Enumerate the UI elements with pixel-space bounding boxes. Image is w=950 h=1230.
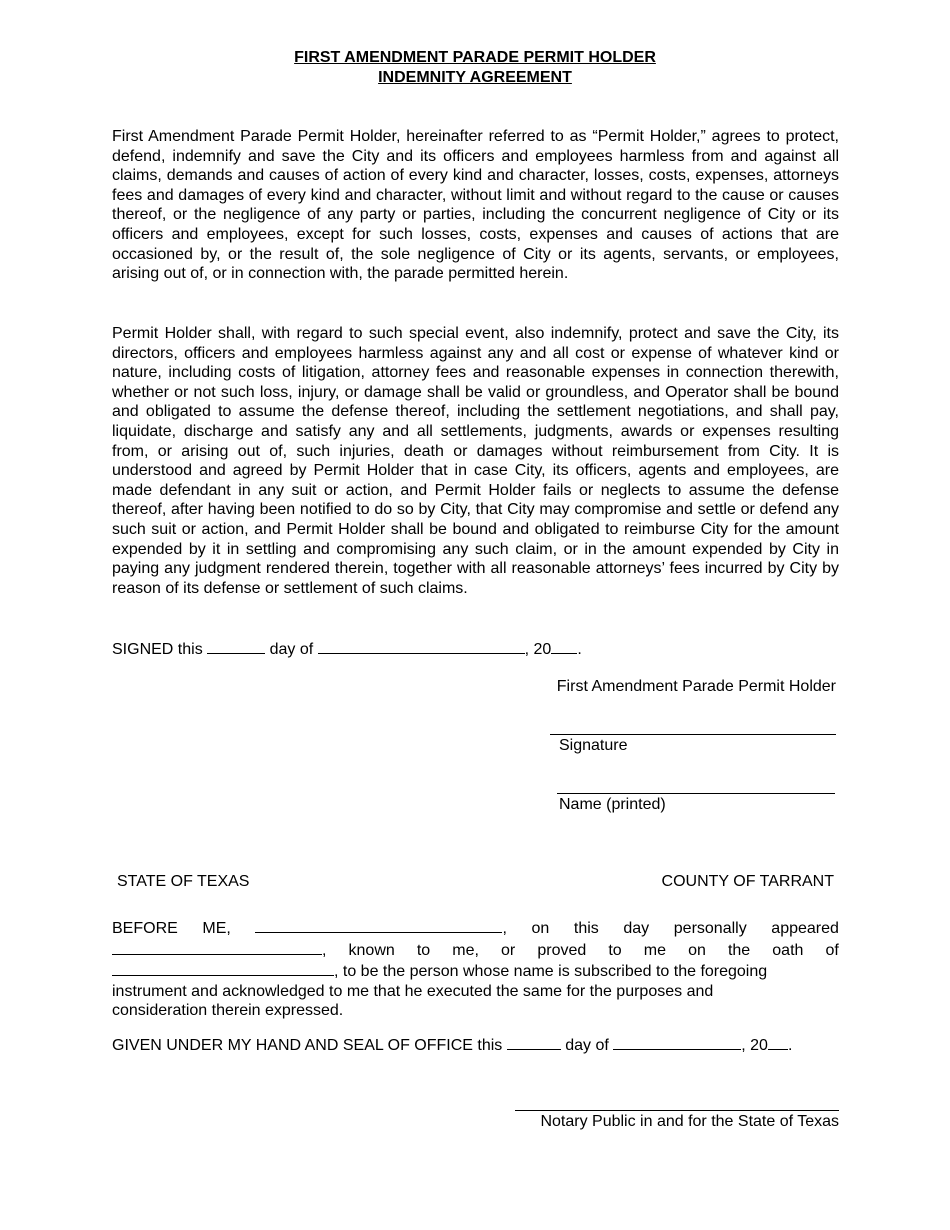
notary-name-group bbox=[255, 917, 506, 939]
notary-oath-blank[interactable] bbox=[112, 960, 334, 976]
notary-word: this bbox=[573, 920, 599, 937]
notary-word: , bbox=[502, 920, 507, 937]
given-month-blank[interactable] bbox=[613, 1034, 741, 1050]
notary-word: of bbox=[825, 941, 839, 959]
signed-month-blank[interactable] bbox=[318, 638, 525, 654]
notary-word: the bbox=[727, 941, 751, 959]
notary-word: day bbox=[623, 920, 650, 937]
notary-line-5: consideration therein expressed. bbox=[112, 1002, 344, 1020]
given-prefix: GIVEN UNDER MY HAND AND SEAL OF OFFICE this bbox=[112, 1037, 503, 1054]
signed-prefix: SIGNED this bbox=[112, 641, 203, 658]
notary-line-3 bbox=[112, 960, 839, 982]
signed-day-of: day of bbox=[269, 641, 314, 658]
name-printed-line[interactable] bbox=[557, 793, 835, 794]
notary-word: , bbox=[322, 941, 327, 959]
notary-public-signature-line[interactable] bbox=[515, 1110, 839, 1111]
permit-holder-label: First Amendment Parade Permit Holder bbox=[556, 678, 836, 695]
notary-acknowledgement bbox=[112, 917, 839, 1021]
given-year-blank[interactable] bbox=[768, 1034, 788, 1050]
notary-oath-group bbox=[112, 960, 767, 982]
signature-label: Signature bbox=[559, 737, 628, 754]
title-line-1: FIRST AMENDMENT PARADE PERMIT HOLDER bbox=[294, 49, 656, 66]
notary-line-2 bbox=[112, 939, 839, 961]
county-label: COUNTY OF TARRANT bbox=[661, 873, 834, 890]
notary-word: me bbox=[643, 941, 666, 959]
notary-public-label: Notary Public in and for the State of Texas bbox=[540, 1113, 839, 1130]
notary-word: known bbox=[348, 941, 395, 959]
signed-day-blank[interactable] bbox=[207, 638, 265, 654]
notary-officer-blank[interactable] bbox=[255, 917, 502, 933]
notary-word: ME, bbox=[202, 920, 231, 937]
indemnity-paragraph-1: First Amendment Parade Permit Holder, hereinafter referred to as “Permit Holder,” agrees to protect, defend, indemnify and save the City and its officers and employees harmless from and against all claims, demands and causes of action of every kind and character, losses, costs, expenses, attorneys fees and damages of every kind and character, without limit and without regard to the cause or causes thereof, or the negligence of any party or parties, including the concurrent negligence of City or its officers and employees, except for such losses, costs, expenses and causes of actions that are occasioned by, or the result of, the sole negligence of City or its agents, servants, or employees, arising out of, or in connection with, the parade permitted herein. bbox=[112, 128, 839, 283]
notary-word: me, bbox=[452, 941, 479, 959]
notary-word: on bbox=[688, 941, 706, 959]
given-end: . bbox=[787, 1037, 793, 1054]
signature-line[interactable] bbox=[550, 734, 836, 735]
title-line-2: INDEMNITY AGREEMENT bbox=[378, 69, 572, 86]
signed-line bbox=[112, 638, 582, 660]
notary-line-1 bbox=[112, 917, 839, 939]
given-line bbox=[112, 1034, 792, 1056]
name-printed-label: Name (printed) bbox=[559, 796, 666, 813]
notary-word: BEFORE bbox=[112, 920, 178, 937]
signed-year-prefix: , 20 bbox=[524, 641, 552, 658]
indemnity-paragraph-2: Permit Holder shall, with regard to such special event, also indemnify, protect and save the City, its directors, officers and employees harmless against any and all cost or expense of whatever kind or nature, including costs of litigation, attorney fees and reasonable expenses in connection therewith, whether or not such loss, injury, or damage shall be valid or groundless, and Operator shall be bound and obligated to assume the defense thereof, including the settlement negotiations, and shall pay, liquidate, discharge and satisfy any and all settlements, judgments, awards or expenses resulting from, or arising out of, such injuries, death or damages without reimbursement from City. It is understood and agreed by Permit Holder that in case City, its officers, agents and employees, are made defendant in any suit or action, and Permit Holder fails or neglects to assume the defense thereof, after having been notified to do so by City, that City may compromise and settle or defend any such suit or action, and Permit Holder shall be bound and obligated to reimburse City for the amount expended by it in settling and compromising any such claim, or in the amount expended by City in paying any judgment rendered therein, together with all reasonable attorneys’ fees incurred by City by reason of its defense or settlement of such claims. bbox=[112, 325, 839, 597]
notary-word: personally bbox=[673, 920, 747, 937]
notary-word: appeared bbox=[771, 920, 839, 937]
notary-appeared-group bbox=[112, 939, 326, 961]
notary-line-4: instrument and acknowledged to me that he executed the same for the purposes and bbox=[112, 982, 714, 1000]
notary-word: on bbox=[531, 920, 550, 937]
signed-year-blank[interactable] bbox=[551, 638, 577, 654]
notary-word: to bbox=[608, 941, 622, 959]
notary-word: to bbox=[416, 941, 431, 959]
notary-word: oath bbox=[772, 941, 804, 959]
notary-appeared-blank[interactable] bbox=[112, 939, 322, 955]
state-label: STATE OF TEXAS bbox=[117, 873, 250, 890]
notary-word: proved bbox=[537, 941, 587, 959]
given-year-prefix: , 20 bbox=[741, 1037, 768, 1054]
notary-line-3-text: , to be the person whose name is subscribed to the foregoing bbox=[334, 963, 768, 981]
notary-word: or bbox=[501, 941, 516, 959]
given-day-blank[interactable] bbox=[507, 1034, 561, 1050]
given-day-of: day of bbox=[565, 1037, 609, 1054]
signed-end: . bbox=[577, 641, 582, 658]
